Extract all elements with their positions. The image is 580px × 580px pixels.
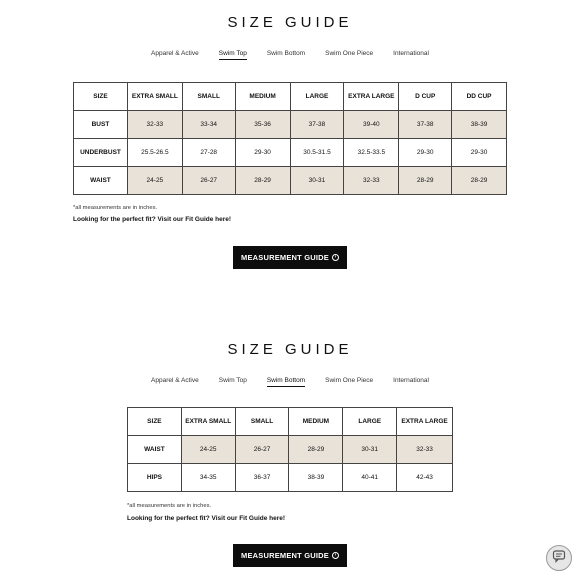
table-header-cell: MEDIUM [289, 408, 343, 436]
table-cell: 30-31 [343, 436, 397, 464]
table-cell: 38-39 [452, 111, 507, 139]
measurement-guide-button[interactable] [233, 544, 347, 567]
table-cell: 32-33 [344, 167, 399, 195]
table-header-cell: D CUP [399, 83, 452, 111]
tab-swim-bottom[interactable]: Swim Bottom [266, 50, 306, 57]
table-cell: 37-38 [399, 111, 452, 139]
table-cell: 40-41 [343, 464, 397, 492]
measurement-guide-label: MEASUREMENT GUIDE [241, 551, 329, 560]
table-header-cell: LARGE [290, 83, 344, 111]
fit-guide-link[interactable]: Looking for the perfect fit? Visit our Fit Guide here! [73, 216, 232, 223]
table-header-cell: DD CUP [452, 83, 507, 111]
row-label: HIPS [128, 464, 182, 492]
measurement-guide-button[interactable] [233, 246, 347, 269]
table-header-cell: MEDIUM [235, 83, 290, 111]
table-cell: 26-27 [182, 167, 235, 195]
table-cell: 38-39 [289, 464, 343, 492]
table-cell: 29-30 [452, 139, 507, 167]
table-cell: 32-33 [397, 436, 453, 464]
table-cell: 24-25 [127, 167, 182, 195]
table-row [74, 167, 507, 195]
table-header-cell: SIZE [74, 83, 128, 111]
table-cell: 30.5-31.5 [290, 139, 344, 167]
row-label: BUST [74, 111, 128, 139]
table-header-cell: EXTRA SMALL [181, 408, 235, 436]
table-row [128, 436, 453, 464]
measurement-guide-label: MEASUREMENT GUIDE [241, 253, 329, 262]
table-cell: 28-29 [399, 167, 452, 195]
size-guide-tabs [0, 377, 580, 387]
tab-swim-top[interactable]: Swim Top [218, 377, 247, 384]
table-cell: 32.5-33.5 [344, 139, 399, 167]
table-cell: 37-38 [290, 111, 344, 139]
table-cell: 28-29 [289, 436, 343, 464]
table-cell: 28-29 [452, 167, 507, 195]
table-cell: 35-36 [235, 111, 290, 139]
arrow-circle-right-icon: › [332, 254, 339, 261]
table-header-cell: EXTRA LARGE [397, 408, 453, 436]
tab-swim-one-piece[interactable]: Swim One Piece [325, 377, 374, 384]
row-label: WAIST [74, 167, 128, 195]
page-title: SIZE GUIDE [227, 341, 353, 358]
table-cell: 28-29 [235, 167, 290, 195]
row-label: WAIST [128, 436, 182, 464]
table-header-cell: SIZE [128, 408, 182, 436]
table-header-row [74, 83, 507, 111]
size-guide-tabs [0, 50, 580, 60]
measurement-note: *all measurements are in inches. [127, 503, 212, 509]
tab-apparel-active[interactable]: Apparel & Active [151, 377, 199, 384]
table-cell: 36-37 [235, 464, 289, 492]
chat-widget-button[interactable] [546, 545, 572, 571]
tab-international[interactable]: International [393, 50, 429, 57]
table-cell: 25.5-26.5 [127, 139, 182, 167]
tab-swim-bottom[interactable]: Swim Bottom [267, 377, 305, 387]
table-header-cell: EXTRA SMALL [127, 83, 182, 111]
table-header-cell: EXTRA LARGE [344, 83, 399, 111]
table-cell: 29-30 [235, 139, 290, 167]
table-cell: 26-27 [235, 436, 289, 464]
page-title: SIZE GUIDE [227, 14, 353, 31]
table-cell: 39-40 [344, 111, 399, 139]
table-cell: 33-34 [182, 111, 235, 139]
fit-guide-link[interactable]: Looking for the perfect fit? Visit our Fit Guide here! [127, 515, 286, 522]
chat-bubble-icon [552, 549, 566, 568]
tab-swim-one-piece[interactable]: Swim One Piece [325, 50, 374, 57]
size-table-swim-bottom [127, 407, 453, 492]
table-cell: 27-28 [182, 139, 235, 167]
table-cell: 29-30 [399, 139, 452, 167]
table-cell: 30-31 [290, 167, 344, 195]
table-row [74, 111, 507, 139]
measurement-note: *all measurements are in inches. [73, 205, 158, 211]
row-label: UNDERBUST [74, 139, 128, 167]
tab-apparel-active[interactable]: Apparel & Active [151, 50, 199, 57]
size-table-swim-top [73, 82, 507, 195]
table-cell: 34-35 [181, 464, 235, 492]
tab-international[interactable]: International [393, 377, 429, 384]
table-cell: 42-43 [397, 464, 453, 492]
arrow-circle-right-icon: › [332, 552, 339, 559]
table-header-cell: SMALL [182, 83, 235, 111]
table-row [74, 139, 507, 167]
table-header-cell: SMALL [235, 408, 289, 436]
table-header-row [128, 408, 453, 436]
table-row [128, 464, 453, 492]
table-cell: 32-33 [127, 111, 182, 139]
table-header-cell: LARGE [343, 408, 397, 436]
table-cell: 24-25 [181, 436, 235, 464]
tab-swim-top[interactable]: Swim Top [219, 50, 247, 60]
